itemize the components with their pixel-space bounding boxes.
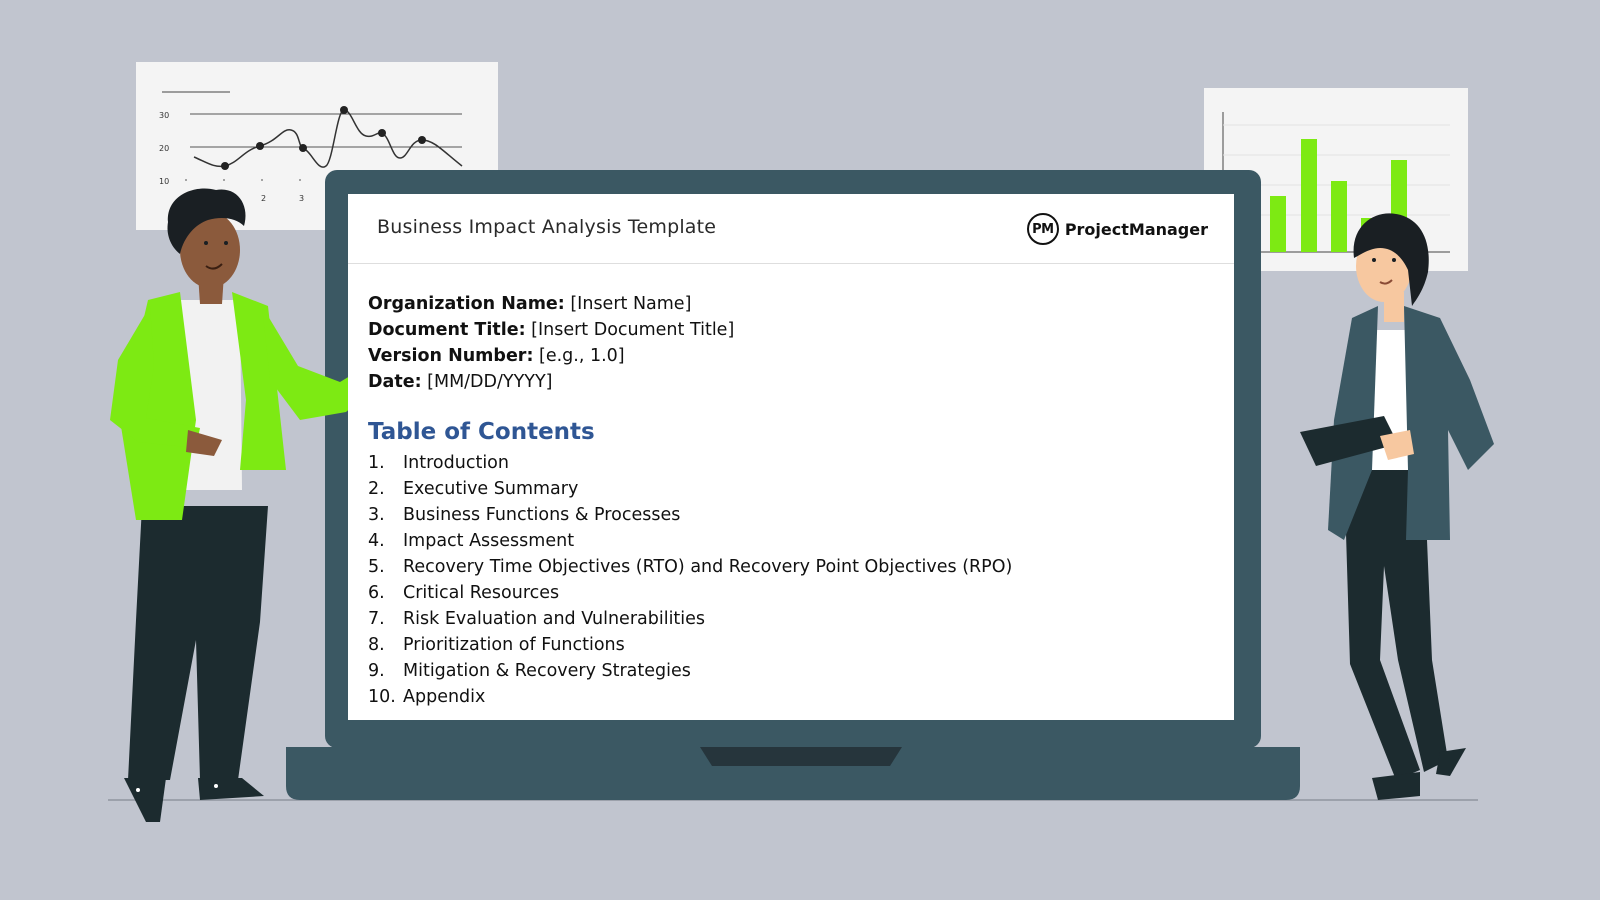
toc-item bbox=[368, 476, 1012, 502]
toc-item bbox=[368, 528, 1012, 554]
toc-number: 6. bbox=[368, 583, 385, 603]
toc-number: 10. bbox=[368, 687, 396, 707]
toc-text: Business Functions & Processes bbox=[403, 505, 681, 525]
field-value: [Insert Document Title] bbox=[525, 320, 735, 340]
toc-item bbox=[368, 450, 1012, 476]
toc-item bbox=[368, 580, 1012, 606]
field-date bbox=[368, 369, 734, 395]
toc-text: Critical Resources bbox=[403, 583, 560, 603]
brand bbox=[1027, 213, 1208, 245]
toc-number: 8. bbox=[368, 635, 385, 655]
toc-text: Mitigation & Recovery Strategies bbox=[403, 661, 691, 681]
y-tick-label: 20 bbox=[159, 144, 170, 153]
toc-item bbox=[368, 554, 1012, 580]
x-tick-label: 3 bbox=[299, 194, 305, 203]
document-title: Business Impact Analysis Template bbox=[377, 216, 717, 238]
toc-text: Recovery Time Objectives (RTO) and Recovery Point Objectives (RPO) bbox=[403, 557, 1013, 577]
projectmanager-logo: PM bbox=[1027, 213, 1059, 245]
document-screen bbox=[348, 194, 1234, 720]
toc-item bbox=[368, 502, 1012, 528]
brand-name: ProjectManager bbox=[1064, 219, 1208, 239]
field-document-title bbox=[368, 317, 734, 343]
toc-text: Impact Assessment bbox=[403, 531, 575, 551]
toc-text: Introduction bbox=[403, 453, 509, 473]
toc-item bbox=[368, 658, 1012, 684]
field-label: Document Title: bbox=[368, 320, 526, 340]
presenter-right bbox=[1300, 213, 1494, 800]
toc-number: 5. bbox=[368, 557, 385, 577]
field-value: [MM/DD/YYYY] bbox=[421, 372, 553, 392]
field-version-number bbox=[368, 343, 734, 369]
field-value: [Insert Name] bbox=[564, 294, 692, 314]
toc-item bbox=[368, 684, 1012, 710]
field-label: Organization Name: bbox=[368, 294, 565, 314]
document-fields bbox=[368, 291, 734, 395]
toc-number: 7. bbox=[368, 609, 385, 629]
field-label: Date: bbox=[368, 372, 422, 392]
document-header bbox=[348, 194, 1234, 264]
toc-text: Appendix bbox=[403, 687, 486, 707]
field-label: Version Number: bbox=[368, 346, 534, 366]
toc-text: Prioritization of Functions bbox=[403, 635, 625, 655]
y-tick-label: 30 bbox=[159, 111, 170, 120]
toc-number: 2. bbox=[368, 479, 385, 499]
field-value: [e.g., 1.0] bbox=[533, 346, 625, 366]
y-tick-label: 10 bbox=[159, 177, 170, 186]
x-tick-label: 2 bbox=[261, 194, 267, 203]
toc-text: Risk Evaluation and Vulnerabilities bbox=[403, 609, 706, 629]
toc-item bbox=[368, 606, 1012, 632]
table-of-contents bbox=[368, 450, 1012, 710]
toc-item bbox=[368, 632, 1012, 658]
toc-number: 1. bbox=[368, 453, 385, 473]
toc-number: 9. bbox=[368, 661, 385, 681]
toc-text: Executive Summary bbox=[403, 479, 579, 499]
toc-heading: Table of Contents bbox=[368, 419, 595, 445]
toc-number: 4. bbox=[368, 531, 385, 551]
toc-number: 3. bbox=[368, 505, 385, 525]
field-organization-name bbox=[368, 291, 734, 317]
